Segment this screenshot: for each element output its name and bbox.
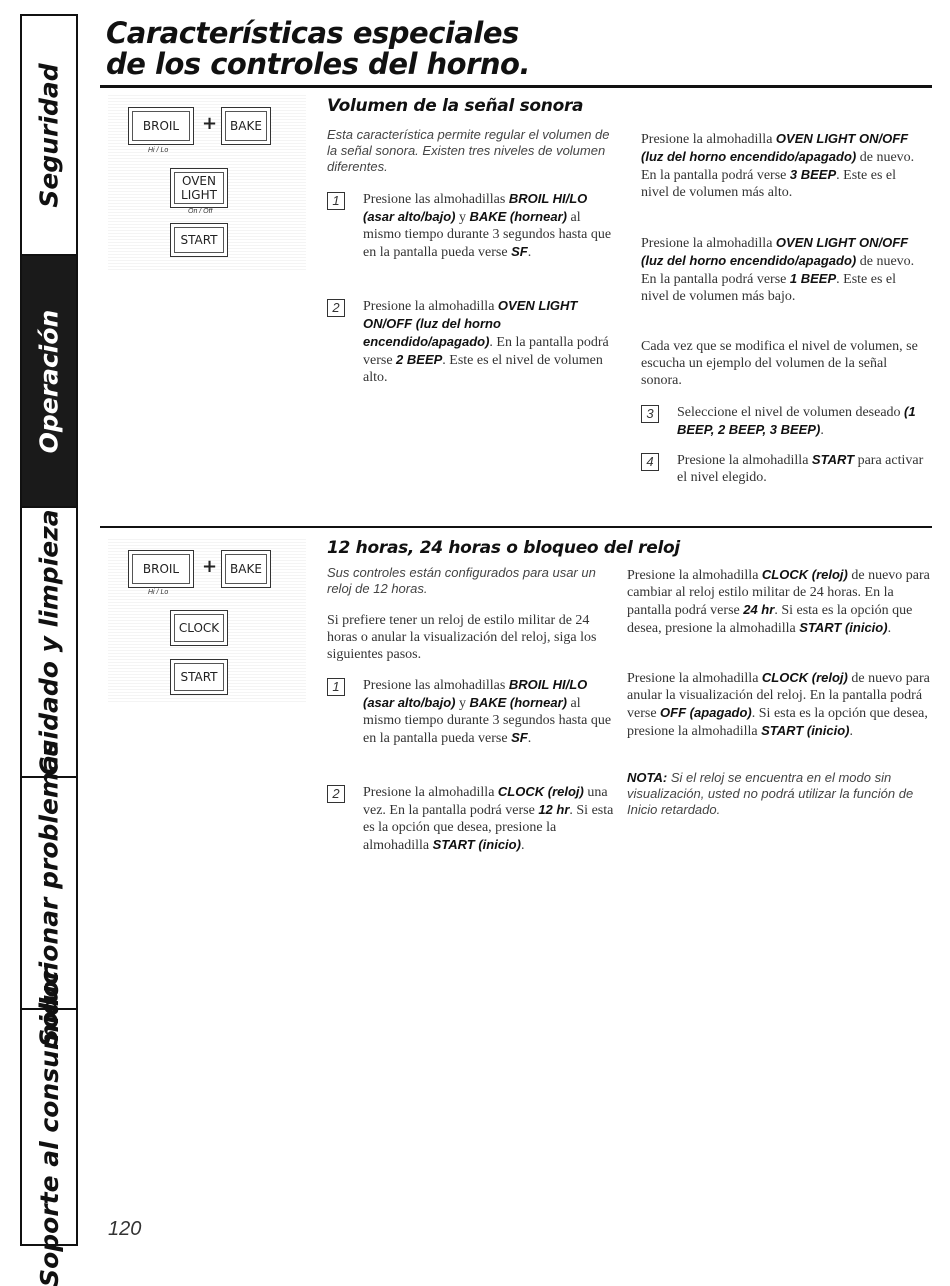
step-number: 4 bbox=[641, 453, 659, 471]
plus-sign: + bbox=[202, 556, 218, 577]
section-title-volume: Volumen de la señal sonora bbox=[327, 96, 584, 116]
page-number: 120 bbox=[108, 1218, 142, 1240]
title-line-2: de los controles del horno. bbox=[106, 47, 530, 81]
paragraph-volume-sample: Cada vez que se modifica el nivel de volumen, se escucha un ejemplo del volumen de la señal sonora. bbox=[641, 339, 918, 388]
paragraph-clock-intro: Si prefiere tener un reloj de estilo militar de 24 horas o anular la visualización del reloj, siga los siguientes pasos. bbox=[327, 613, 597, 662]
start-key: START bbox=[170, 659, 228, 695]
step-number: 2 bbox=[327, 299, 345, 317]
section-divider bbox=[100, 526, 932, 528]
header-rule bbox=[100, 85, 932, 88]
oven-light-key: OVEN LIGHT bbox=[170, 168, 228, 208]
keypad-illustration-clock bbox=[108, 537, 306, 702]
step-number: 3 bbox=[641, 405, 659, 423]
broil-sub-label: Hi / Lo bbox=[148, 147, 169, 154]
step-number: 1 bbox=[327, 678, 345, 696]
section-title-clock: 12 horas, 24 horas o bloqueo del reloj bbox=[327, 538, 680, 558]
tab-soporte-al-consumidor[interactable] bbox=[22, 967, 76, 1286]
paragraph-off: Presione la almohadilla CLOCK (reloj) de nuevo para anular la visualización del reloj. En la pantalla podrá verse OFF (apagado). Si esta es la opción que desea, presione la almohadilla START (inicio). bbox=[627, 670, 930, 739]
step-number: 2 bbox=[327, 785, 345, 803]
broil-sub-label: Hi / Lo bbox=[148, 589, 169, 596]
page-title bbox=[106, 18, 530, 80]
clock-key: CLOCK bbox=[170, 610, 228, 646]
keypad-illustration-volume bbox=[108, 95, 306, 270]
title-line-1: Características especiales bbox=[106, 16, 519, 50]
bake-key: BAKE bbox=[221, 107, 271, 145]
tab-seguridad[interactable] bbox=[22, 16, 76, 256]
tab-cuidado-y-limpieza[interactable] bbox=[22, 508, 76, 778]
paragraph-1-beep: Presione la almohadilla OVEN LIGHT ON/OFF (luz del horno encendido/apagado) de nuevo. En la pantalla podrá verse 1 BEEP. Este es el nivel de volumen más bajo. bbox=[641, 235, 915, 304]
bake-key: BAKE bbox=[221, 550, 271, 588]
tab-label: Soporte al consumidor bbox=[34, 967, 64, 1286]
tab-label: Solucionar problemas bbox=[34, 739, 64, 1047]
tab-operacion[interactable] bbox=[22, 256, 76, 508]
plus-sign: + bbox=[202, 113, 218, 134]
section-tabs bbox=[20, 14, 78, 1286]
tab-label: Seguridad bbox=[34, 62, 64, 208]
oven-light-sub-label: On / Off bbox=[188, 208, 213, 215]
broil-key: BROIL bbox=[128, 107, 194, 145]
section-intro-clock: Sus controles están configurados para usar un reloj de 12 horas. bbox=[327, 565, 596, 596]
note-delayed-start: NOTA: Si el reloj se encuentra en el modo sin visualización, usted no podrá utilizar la función de Inicio retardado. bbox=[627, 770, 914, 817]
tab-label: Operación bbox=[34, 309, 64, 453]
section-intro-volume: Esta característica permite regular el volumen de la señal sonora. Existen tres niveles de volumen diferentes. bbox=[327, 127, 610, 174]
broil-key: BROIL bbox=[128, 550, 194, 588]
paragraph-3-beep: Presione la almohadilla OVEN LIGHT ON/OFF (luz del horno encendido/apagado) de nuevo. En la pantalla podrá verse 3 BEEP. Este es el nivel de volumen más alto. bbox=[641, 131, 915, 200]
step-number: 1 bbox=[327, 192, 345, 210]
tab-label: Cuidado y limpieza bbox=[34, 508, 64, 776]
paragraph-24-hr: Presione la almohadilla CLOCK (reloj) de nuevo para cambiar al reloj estilo militar de 24 horas. En la pantalla podrá verse 24 hr. Si esta es la opción que desea, presione la almohadilla START (inicio). bbox=[627, 567, 930, 636]
start-key: START bbox=[170, 223, 228, 257]
